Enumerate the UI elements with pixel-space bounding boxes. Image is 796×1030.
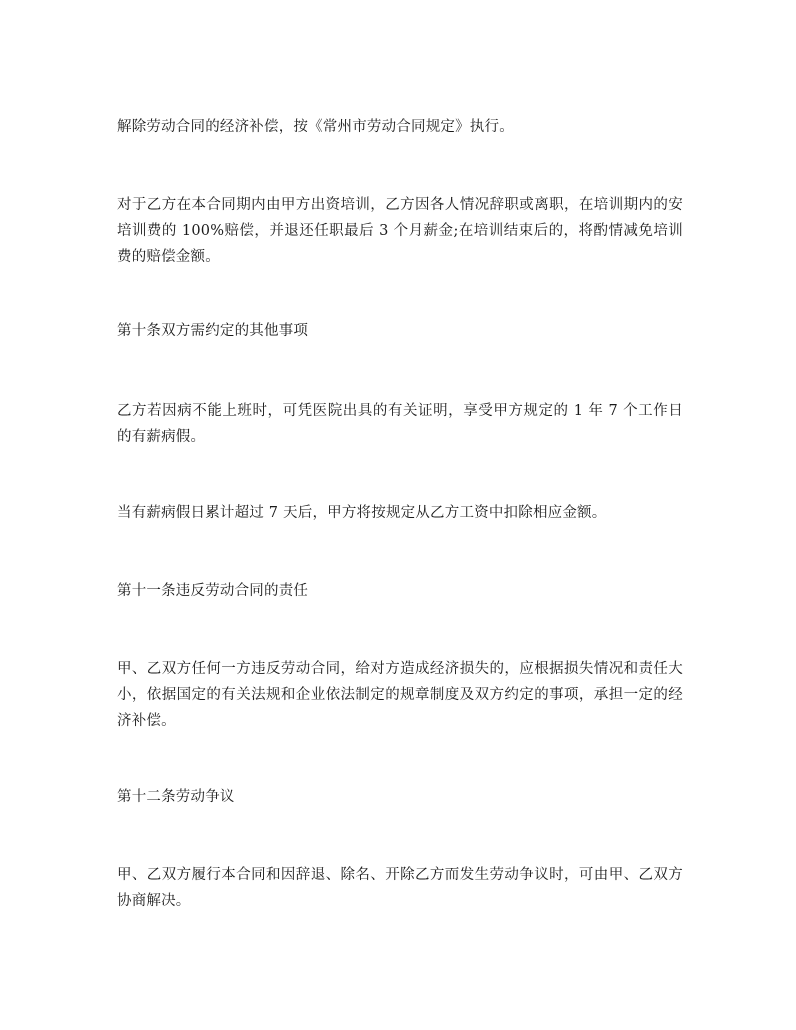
paragraph-labor-dispute: 甲、乙双方履行本合同和因辞退、除名、开除乙方而发生劳动争议时，可由甲、乙双方协商解决。 [117,867,683,909]
paragraph-sick-leave-deduction: 当有薪病假日累计超过 7 天后，甲方将按规定从乙方工资中扣除相应金额。 [117,505,607,521]
heading-article-10: 第十条双方需约定的其他事项 [117,323,309,339]
paragraph-sick-leave: 乙方若因病不能上班时，可凭医院出具的有关证明，享受甲方规定的 1 年 7 个工作日的有薪病假。 [117,403,683,445]
paragraph-breach-liability: 甲、乙双方任何一方违反劳动合同，给对方造成经济损失的，应根据损失情况和责任大小，依据国定的有关法规和企业依法制定的规章制度及双方约定的事项，承担一定的经济补偿。 [117,661,683,729]
paragraph-economic-compensation: 解除劳动合同的经济补偿，按《常州市劳动合同规定》执行。 [117,119,514,135]
heading-article-11: 第十一条违反劳动合同的责任 [117,583,309,599]
paragraph-training-cost: 对于乙方在本合同期内由甲方出资培训，乙方因各人情况辞职或离职，在培训期内的安培训费的 100%赔偿，并退还任职最后 3 个月薪金;在培训结束后的，将酌情减免培训费的赔偿金额。 [117,197,683,265]
heading-article-12: 第十二条劳动争议 [117,789,235,805]
